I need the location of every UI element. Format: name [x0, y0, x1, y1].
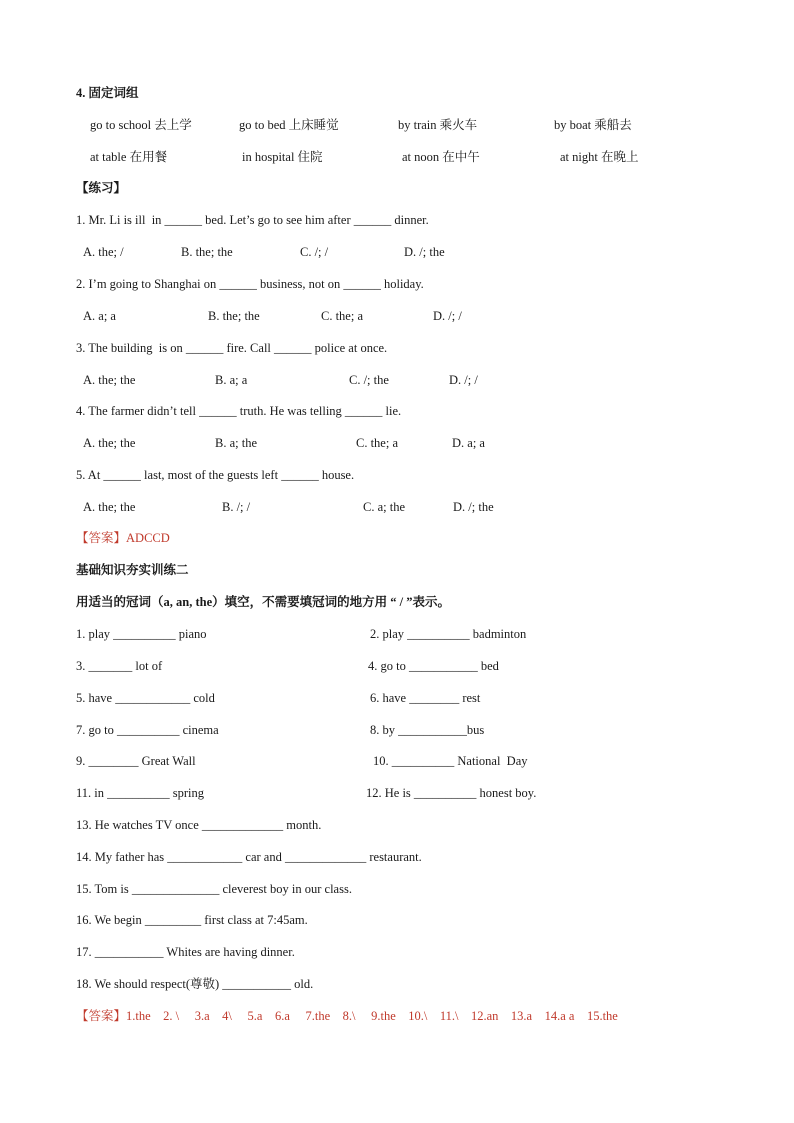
fill-item: 9. ________ Great Wall [76, 754, 196, 768]
option: B. a; a [215, 373, 248, 387]
practice-heading: 【练习】 [76, 181, 127, 195]
phrase-item: at table 在用餐 [90, 150, 168, 164]
fill-item: 17. ___________ Whites are having dinner. [76, 945, 295, 959]
option: A. the; the [83, 500, 136, 514]
phrase-item: by boat 乘船去 [554, 118, 632, 132]
question-text: 3. The building is on ______ fire. Call ______ police at once. [76, 341, 388, 355]
option: A. the; / [83, 245, 124, 259]
option: B. a; the [215, 436, 258, 450]
fill-item: 14. My father has ____________ car and _____________ restaurant. [76, 850, 422, 864]
option: D. /; the [404, 245, 445, 259]
exercise-instruction: 用适当的冠词（a, an, the）填空，不需要填冠词的地方用 “ / ”表示。 [76, 595, 450, 609]
answer-value: ADCCD [126, 531, 170, 545]
fill-item: 2. play __________ badminton [370, 627, 527, 641]
fill-item: 16. We begin _________ first class at 7:45am. [76, 913, 308, 927]
question-text: 4. The farmer didn’t tell ______ truth. He was telling ______ lie. [76, 404, 402, 418]
option: B. the; the [208, 309, 260, 323]
fill-item: 1. play __________ piano [76, 627, 207, 641]
option: A. a; a [83, 309, 116, 323]
fill-item: 8. by ___________bus [370, 723, 485, 737]
option: C. a; the [363, 500, 406, 514]
fill-item: 5. have ____________ cold [76, 691, 215, 705]
option: D. /; / [449, 373, 478, 387]
fill-item: 15. Tom is ______________ cleverest boy in our class. [76, 882, 352, 896]
phrase-item: at noon 在中午 [402, 150, 480, 164]
option: A. the; the [83, 373, 136, 387]
option: B. the; the [181, 245, 233, 259]
fill-item: 18. We should respect(尊敬) ___________ old. [76, 977, 314, 991]
phrase-item: go to school 去上学 [90, 118, 192, 132]
option: D. /; the [453, 500, 494, 514]
fill-item: 12. He is __________ honest boy. [366, 786, 537, 800]
fill-item: 3. _______ lot of [76, 659, 163, 673]
option: C. /; the [349, 373, 389, 387]
fill-item: 4. go to ___________ bed [368, 659, 499, 673]
fill-item: 6. have ________ rest [370, 691, 481, 705]
answer-value: 1.the 2. \ 3.a 4\ 5.a 6.a 7.the 8.\ 9.the 10.\ 11.\ 12.an 13.a 14.a a 15.the [126, 1009, 618, 1023]
option: B. /; / [222, 500, 251, 514]
fill-item: 11. in __________ spring [76, 786, 205, 800]
option: D. a; a [452, 436, 485, 450]
option: C. the; a [321, 309, 364, 323]
option: C. the; a [356, 436, 399, 450]
answer-line [76, 1008, 618, 1024]
answer-label: 【答案】 [76, 531, 127, 545]
fill-item: 13. He watches TV once _____________ month. [76, 818, 322, 832]
fill-item: 10. __________ National Day [373, 754, 528, 768]
question-text: 1. Mr. Li is ill in ______ bed. Let’s go to see him after ______ dinner. [76, 213, 429, 227]
phrase-item: by train 乘火车 [398, 118, 478, 132]
fill-item: 7. go to __________ cinema [76, 723, 219, 737]
option: D. /; / [433, 309, 462, 323]
option: C. /; / [300, 245, 329, 259]
question-text: 2. I’m going to Shanghai on ______ business, not on ______ holiday. [76, 277, 424, 291]
exercise-title: 基础知识夯实训练二 [76, 563, 189, 577]
phrase-item: go to bed 上床睡觉 [239, 118, 339, 132]
answer-label: 【答案】 [76, 1009, 127, 1023]
phrase-item: at night 在晚上 [560, 150, 639, 164]
section-heading: 4. 固定词组 [76, 86, 139, 100]
option: A. the; the [83, 436, 136, 450]
phrase-item: in hospital 住院 [242, 150, 323, 164]
question-text: 5. At ______ last, most of the guests left ______ house. [76, 468, 355, 482]
answer-line [76, 530, 170, 546]
